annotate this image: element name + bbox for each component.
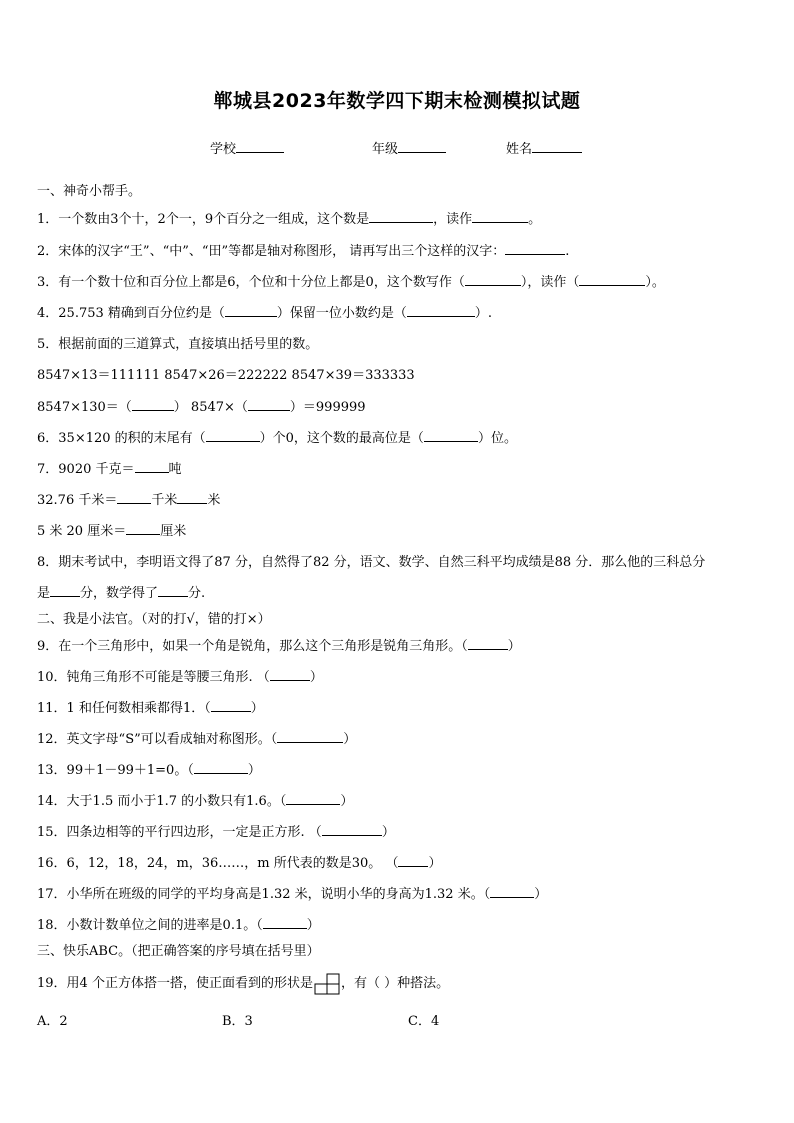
front-view-shape-icon	[313, 973, 341, 995]
answer-blank[interactable]	[468, 637, 508, 650]
question-text: 6．35×120 的积的末尾有（	[37, 431, 206, 446]
question-text: 千米	[151, 493, 178, 508]
question-line	[37, 240, 569, 259]
answer-blank[interactable]	[211, 699, 251, 712]
name-field: 姓名	[506, 138, 582, 157]
answer-blank[interactable]	[369, 210, 433, 223]
question-line	[37, 427, 517, 446]
question-text: ）.	[474, 306, 493, 321]
question-line	[37, 914, 320, 933]
question-line	[37, 302, 492, 321]
question-line	[37, 666, 323, 685]
question-line	[37, 697, 264, 716]
question-line: 8．期末考试中，李明语文得了87 分，自然得了82 分，语文、数学、自然三科平均成绩是88 分．那么他的三科总分	[37, 555, 706, 570]
question-text: ） 8547×（	[173, 400, 248, 415]
question-text: ）	[247, 763, 261, 778]
question-text: 18．小数计数单位之间的进率是0.1。（	[37, 918, 263, 933]
question-text: ）个0，这个数的最高位是（	[259, 431, 424, 446]
option-b[interactable]: B．3	[222, 1014, 253, 1029]
section-heading: 二、我是小法官。（对的打√，错的打×）	[37, 612, 271, 627]
page-title: 郸城县2023年数学四下期末检测模拟试题	[213, 90, 581, 112]
question-text: ）＝999999	[289, 400, 366, 415]
question-text: 14．大于1.5 而小于1.7 的小数只有1.6。（	[37, 794, 287, 809]
question-text: 15．四条边相等的平行四边形，一定是正方形. （	[37, 825, 322, 840]
question-text: 厘米	[160, 524, 187, 539]
school-field: 学校	[210, 138, 284, 157]
question-text: 32.76 千米＝	[37, 493, 118, 508]
answer-blank[interactable]	[322, 823, 382, 836]
answer-blank[interactable]	[126, 522, 160, 535]
question-text: 分.	[188, 586, 206, 601]
question-text: ）位。	[477, 431, 517, 446]
question-line	[37, 489, 220, 508]
option-c[interactable]: C．4	[408, 1014, 440, 1029]
answer-blank[interactable]	[225, 304, 277, 317]
question-text: 2．宋体的汉字“王”、“中”、“田”等都是轴对称图形， 请再写出三个这样的汉字：	[37, 244, 506, 259]
answer-blank[interactable]	[135, 460, 169, 473]
school-blank[interactable]	[236, 140, 284, 153]
question-line	[37, 271, 665, 290]
question-line	[37, 635, 521, 654]
question-line	[37, 458, 182, 477]
question-text: 3．有一个数十位和百分位上都是6，个位和十分位上都是0，这个数写作（	[37, 275, 465, 290]
question-line: 8547×13＝111111 8547×26＝222222 8547×39＝333333	[37, 368, 415, 383]
question-line	[37, 852, 441, 871]
answer-blank[interactable]	[248, 398, 290, 411]
question-text: 13．99＋1－99＋1=0。（	[37, 763, 194, 778]
answer-blank[interactable]	[263, 916, 307, 929]
answer-blank[interactable]	[194, 761, 248, 774]
question-19: 19．用4 个正方体搭一搭，使正面看到的形状是 ，有（ ）种搭法。	[37, 972, 449, 995]
question-text: ）	[309, 670, 323, 685]
question-text: .	[565, 244, 570, 259]
answer-blank[interactable]	[465, 273, 521, 286]
answer-blank[interactable]	[277, 730, 343, 743]
answer-blank[interactable]	[490, 885, 534, 898]
question-line	[37, 759, 261, 778]
question-text: 分，数学得了	[80, 586, 159, 601]
question-line	[37, 208, 541, 227]
question-text: ，读作	[433, 212, 473, 227]
grade-blank[interactable]	[398, 140, 446, 153]
question-text: ）	[306, 918, 320, 933]
answer-blank[interactable]	[424, 429, 478, 442]
question-text: 8547×130＝（	[37, 400, 132, 415]
question-line: 5．根据前面的三道算式，直接填出括号里的数。	[37, 337, 319, 352]
section-heading: 一、神奇小帮手。	[37, 184, 142, 199]
question-text: 10．钝角三角形不可能是等腰三角形. （	[37, 670, 270, 685]
question-line	[37, 821, 395, 840]
question-text: 11．1 和任何数相乘都得1．（	[37, 701, 211, 716]
question-text: 是	[37, 586, 51, 601]
question-text: 吨	[168, 462, 182, 477]
question-text: 12．英文字母“S”可以看成轴对称图形。（	[37, 732, 278, 747]
question-line	[37, 582, 205, 601]
answer-blank[interactable]	[505, 242, 565, 255]
question-text: 17．小华所在班级的同学的平均身高是1.32 米，说明小华的身高为1.32 米。（	[37, 887, 491, 902]
answer-blank[interactable]	[579, 273, 645, 286]
answer-blank[interactable]	[117, 491, 151, 504]
grade-field: 年级	[372, 138, 446, 157]
answer-blank[interactable]	[270, 668, 310, 681]
question-text: ）	[507, 639, 521, 654]
question-text: ），读作（	[520, 275, 580, 290]
answer-blank[interactable]	[177, 491, 207, 504]
question-line	[37, 396, 366, 415]
question-line	[37, 520, 186, 539]
question-line	[37, 728, 356, 747]
question-text: 4．25.753 精确到百分位约是（	[37, 306, 225, 321]
option-a[interactable]: A．2	[37, 1014, 68, 1029]
question-text: 9．在一个三角形中，如果一个角是锐角，那么这个三角形是锐角三角形。（	[37, 639, 468, 654]
answer-blank[interactable]	[132, 398, 174, 411]
answer-blank[interactable]	[158, 584, 188, 597]
question-text: ）	[250, 701, 264, 716]
question-text: ）	[340, 794, 354, 809]
question-text: 5 米 20 厘米＝	[37, 524, 127, 539]
answer-blank[interactable]	[407, 304, 475, 317]
question-line	[37, 790, 353, 809]
question-line	[37, 883, 547, 902]
question-text: 16．6，12，18，24，m，36……，m 所代表的数是30。 （	[37, 856, 399, 871]
answer-blank[interactable]	[286, 792, 340, 805]
question-text: ）。	[645, 275, 665, 290]
question-text: 。	[528, 212, 542, 227]
question-text: 米	[207, 493, 221, 508]
answer-blank[interactable]	[206, 429, 260, 442]
question-text: ）	[428, 856, 442, 871]
answer-blank[interactable]	[50, 584, 80, 597]
question-text: 7．9020 千克＝	[37, 462, 135, 477]
section-heading: 三、快乐ABC。（把正确答案的序号填在括号里）	[37, 944, 320, 959]
name-blank[interactable]	[532, 140, 582, 153]
question-text: ）保留一位小数约是（	[276, 306, 407, 321]
answer-blank[interactable]	[472, 210, 528, 223]
question-text: ）	[534, 887, 548, 902]
question-text: ）	[343, 732, 357, 747]
question-text: 1．一个数由3个十，2个一，9个百分之一组成，这个数是	[37, 212, 370, 227]
question-text: ）	[381, 825, 395, 840]
answer-blank[interactable]	[398, 854, 428, 867]
